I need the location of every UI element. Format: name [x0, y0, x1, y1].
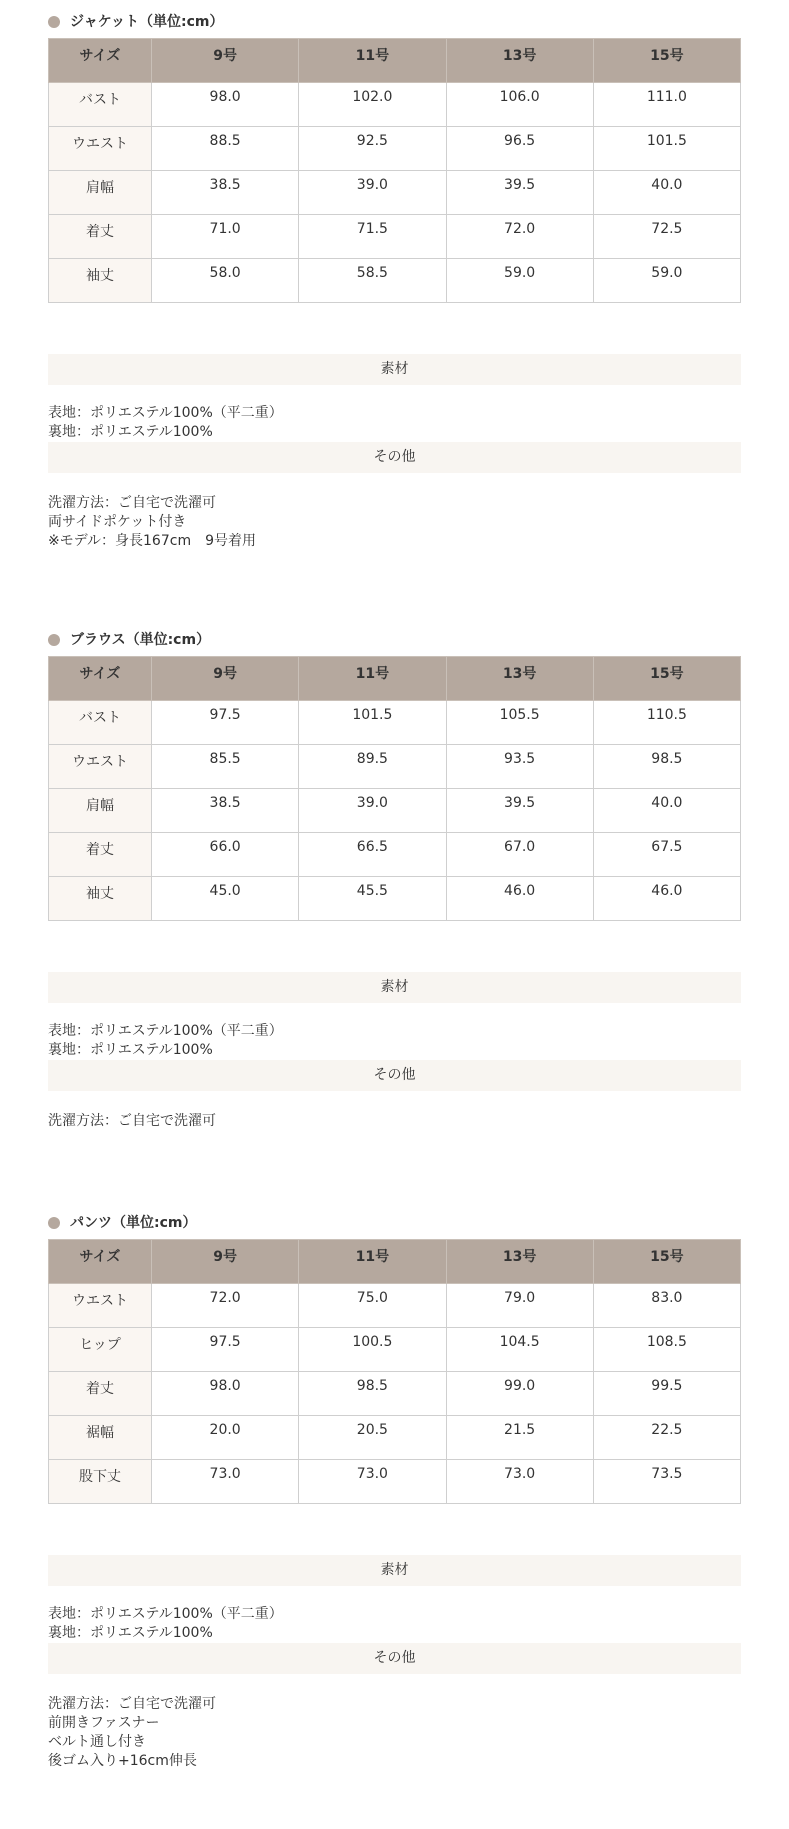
- pants-section: [48, 1213, 741, 1813]
- table-cell: 46.0: [593, 877, 740, 921]
- material-line: 表地：ポリエステル100%（平二重）: [48, 1606, 283, 1622]
- table-cell: 101.5: [299, 701, 446, 745]
- table-cell: 20.5: [299, 1416, 446, 1460]
- table-cell: 92.5: [299, 127, 446, 171]
- table-cell: 73.0: [299, 1460, 446, 1504]
- col-header: サイズ: [49, 657, 152, 701]
- table-row: [49, 701, 741, 745]
- other-heading: その他: [48, 442, 741, 473]
- table-cell: 58.0: [152, 259, 299, 303]
- table-row: [49, 1416, 741, 1460]
- table-cell: 83.0: [593, 1284, 740, 1328]
- table-row: [49, 215, 741, 259]
- row-label: 袖丈: [49, 259, 152, 303]
- table-row: [49, 259, 741, 303]
- table-row: [49, 745, 741, 789]
- table-cell: 40.0: [593, 789, 740, 833]
- table-row: [49, 789, 741, 833]
- other-line: 前開きファスナー: [48, 1715, 160, 1731]
- table-cell: 72.0: [152, 1284, 299, 1328]
- table-cell: 66.5: [299, 833, 446, 877]
- table-row: [49, 1460, 741, 1504]
- blouse-title: [48, 630, 210, 650]
- table-cell: 104.5: [446, 1328, 593, 1372]
- other-line: 洗濯方法：ご自宅で洗濯可: [48, 495, 216, 511]
- row-label: 着丈: [49, 833, 152, 877]
- col-header: 9号: [152, 1240, 299, 1284]
- other-line: ベルト通し付き: [48, 1734, 146, 1750]
- other-text: [48, 494, 741, 551]
- table-cell: 39.0: [299, 789, 446, 833]
- table-cell: 45.0: [152, 877, 299, 921]
- col-header: 11号: [299, 657, 446, 701]
- other-text: [48, 1695, 741, 1771]
- table-cell: 98.5: [593, 745, 740, 789]
- row-label: 袖丈: [49, 877, 152, 921]
- table-cell: 73.0: [152, 1460, 299, 1504]
- table-cell: 111.0: [593, 83, 740, 127]
- jacket-title: [48, 12, 224, 32]
- table-cell: 40.0: [593, 171, 740, 215]
- other-line: 後ゴム入り+16cm伸長: [48, 1753, 197, 1769]
- table-cell: 100.5: [299, 1328, 446, 1372]
- row-label: ヒップ: [49, 1328, 152, 1372]
- table-cell: 101.5: [593, 127, 740, 171]
- table-cell: 106.0: [446, 83, 593, 127]
- row-label: 着丈: [49, 1372, 152, 1416]
- col-header: 11号: [299, 39, 446, 83]
- table-cell: 46.0: [446, 877, 593, 921]
- table-header-row: [49, 1240, 741, 1284]
- table-cell: 88.5: [152, 127, 299, 171]
- col-header: 13号: [446, 657, 593, 701]
- material-line: 裏地：ポリエステル100%: [48, 424, 213, 440]
- table-cell: 72.0: [446, 215, 593, 259]
- col-header: 9号: [152, 39, 299, 83]
- table-cell: 89.5: [299, 745, 446, 789]
- row-label: バスト: [49, 83, 152, 127]
- table-cell: 38.5: [152, 789, 299, 833]
- col-header: 9号: [152, 657, 299, 701]
- table-cell: 79.0: [446, 1284, 593, 1328]
- pants-title-text: パンツ（単位:cm）: [70, 1215, 197, 1231]
- table-row: [49, 877, 741, 921]
- table-cell: 38.5: [152, 171, 299, 215]
- table-row: [49, 83, 741, 127]
- table-cell: 99.0: [446, 1372, 593, 1416]
- row-label: ウエスト: [49, 127, 152, 171]
- bullet-dot-icon: [48, 1217, 60, 1229]
- col-header: 13号: [446, 39, 593, 83]
- material-heading: 素材: [48, 354, 741, 385]
- table-cell: 59.0: [593, 259, 740, 303]
- material-text: [48, 1022, 741, 1060]
- row-label: バスト: [49, 701, 152, 745]
- table-row: [49, 1284, 741, 1328]
- row-label: 肩幅: [49, 789, 152, 833]
- table-cell: 72.5: [593, 215, 740, 259]
- other-line: ※モデル：身長167cm 9号着用: [48, 533, 256, 549]
- table-cell: 96.5: [446, 127, 593, 171]
- col-header: サイズ: [49, 39, 152, 83]
- table-cell: 39.5: [446, 789, 593, 833]
- other-line: 洗濯方法：ご自宅で洗濯可: [48, 1113, 216, 1129]
- table-cell: 97.5: [152, 701, 299, 745]
- pants-title: [48, 1213, 197, 1233]
- col-header: 13号: [446, 1240, 593, 1284]
- table-cell: 93.5: [446, 745, 593, 789]
- table-cell: 98.0: [152, 1372, 299, 1416]
- other-text: [48, 1112, 741, 1131]
- table-row: [49, 171, 741, 215]
- material-line: 表地：ポリエステル100%（平二重）: [48, 1023, 283, 1039]
- table-cell: 22.5: [593, 1416, 740, 1460]
- pants-size-table: [48, 1239, 741, 1504]
- table-cell: 73.5: [593, 1460, 740, 1504]
- table-cell: 73.0: [446, 1460, 593, 1504]
- material-line: 表地：ポリエステル100%（平二重）: [48, 405, 283, 421]
- table-cell: 108.5: [593, 1328, 740, 1372]
- row-label: 肩幅: [49, 171, 152, 215]
- blouse-size-table: [48, 656, 741, 921]
- table-cell: 67.0: [446, 833, 593, 877]
- table-cell: 59.0: [446, 259, 593, 303]
- row-label: ウエスト: [49, 1284, 152, 1328]
- material-line: 裏地：ポリエステル100%: [48, 1625, 213, 1641]
- bullet-dot-icon: [48, 634, 60, 646]
- jacket-title-text: ジャケット（単位:cm）: [70, 14, 224, 30]
- table-cell: 71.0: [152, 215, 299, 259]
- table-cell: 110.5: [593, 701, 740, 745]
- other-heading: その他: [48, 1060, 741, 1091]
- table-cell: 66.0: [152, 833, 299, 877]
- table-cell: 99.5: [593, 1372, 740, 1416]
- row-label: ウエスト: [49, 745, 152, 789]
- table-cell: 71.5: [299, 215, 446, 259]
- material-line: 裏地：ポリエステル100%: [48, 1042, 213, 1058]
- table-cell: 67.5: [593, 833, 740, 877]
- table-header-row: [49, 39, 741, 83]
- material-heading: 素材: [48, 1555, 741, 1586]
- jacket-section: [48, 12, 741, 552]
- col-header: 15号: [593, 657, 740, 701]
- table-header-row: [49, 657, 741, 701]
- table-cell: 97.5: [152, 1328, 299, 1372]
- table-cell: 58.5: [299, 259, 446, 303]
- table-cell: 20.0: [152, 1416, 299, 1460]
- other-line: 両サイドポケット付き: [48, 514, 187, 530]
- table-cell: 102.0: [299, 83, 446, 127]
- blouse-section: [48, 630, 741, 1130]
- table-cell: 98.5: [299, 1372, 446, 1416]
- col-header: 11号: [299, 1240, 446, 1284]
- bullet-dot-icon: [48, 16, 60, 28]
- table-row: [49, 833, 741, 877]
- table-cell: 105.5: [446, 701, 593, 745]
- table-row: [49, 1372, 741, 1416]
- table-cell: 21.5: [446, 1416, 593, 1460]
- table-cell: 39.0: [299, 171, 446, 215]
- table-row: [49, 1328, 741, 1372]
- material-text: [48, 1605, 741, 1643]
- material-text: [48, 404, 741, 442]
- other-heading: その他: [48, 1643, 741, 1674]
- row-label: 裾幅: [49, 1416, 152, 1460]
- table-cell: 98.0: [152, 83, 299, 127]
- table-row: [49, 127, 741, 171]
- row-label: 股下丈: [49, 1460, 152, 1504]
- table-cell: 85.5: [152, 745, 299, 789]
- jacket-size-table: [48, 38, 741, 303]
- table-cell: 75.0: [299, 1284, 446, 1328]
- table-cell: 39.5: [446, 171, 593, 215]
- row-label: 着丈: [49, 215, 152, 259]
- blouse-title-text: ブラウス（単位:cm）: [70, 632, 211, 648]
- col-header: 15号: [593, 1240, 740, 1284]
- other-line: 洗濯方法：ご自宅で洗濯可: [48, 1696, 216, 1712]
- col-header: サイズ: [49, 1240, 152, 1284]
- table-cell: 45.5: [299, 877, 446, 921]
- material-heading: 素材: [48, 972, 741, 1003]
- col-header: 15号: [593, 39, 740, 83]
